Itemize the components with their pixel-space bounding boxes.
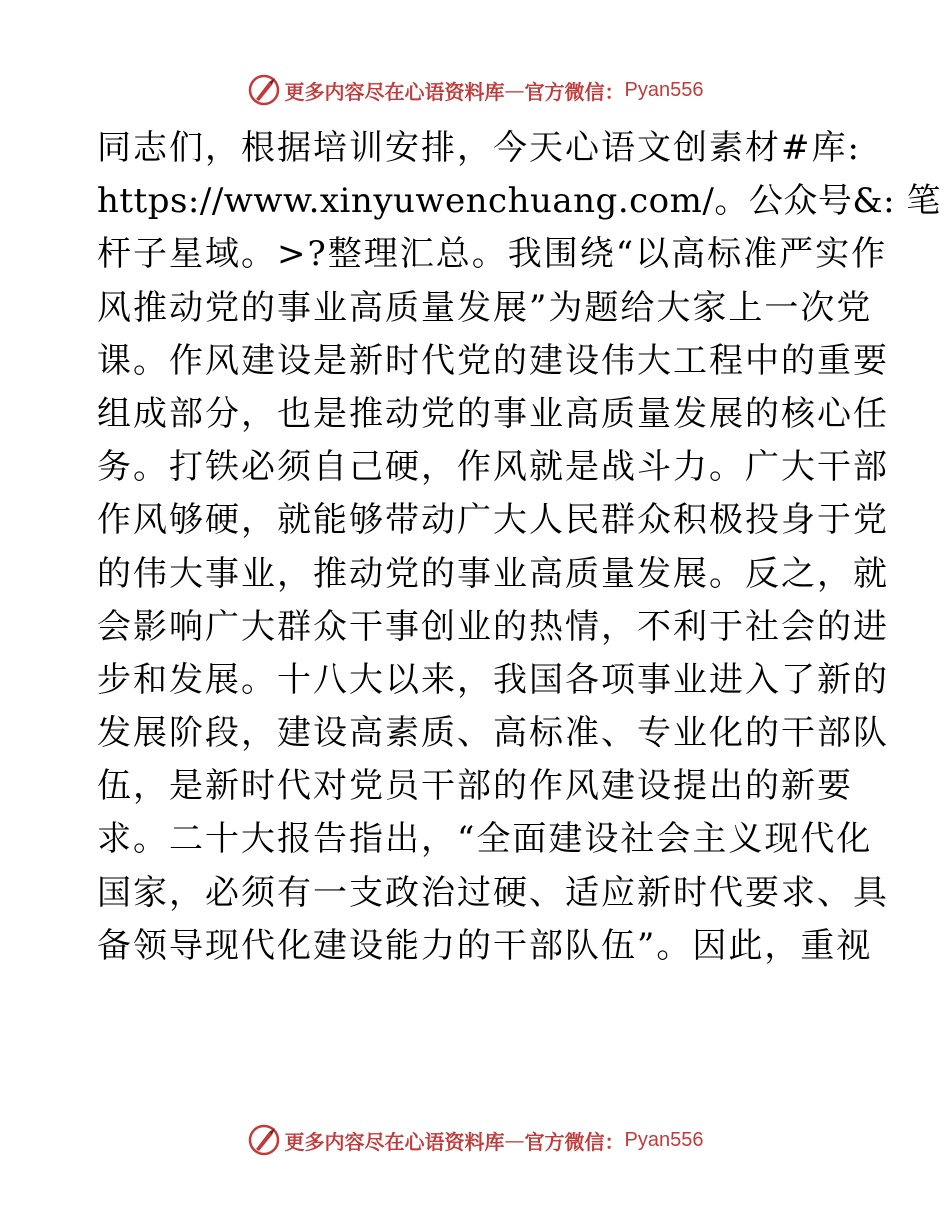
banner-separator: — xyxy=(504,78,525,102)
body-line: 会影响广大群众干事创业的热情，不利于社会的进 xyxy=(97,606,889,647)
body-line: 杆子星域。>?整理汇总。我围绕“以高标准严实作 xyxy=(97,234,888,275)
banner-wechat-label: 官方微信： xyxy=(524,79,625,104)
footer-banner xyxy=(0,1120,950,1160)
body-line: 务。打铁必须自己硬，作风就是战斗力。广大干部 xyxy=(97,447,889,488)
body-line: 备领导现代化建设能力的干部队伍”。因此，重视 xyxy=(97,925,873,966)
body-line: 风推动党的事业高质量发展”为题给大家上一次党 xyxy=(97,287,873,328)
banner-wechat-id: Pyan556 xyxy=(624,1128,704,1151)
body-line: 发展阶段，建设高素质、高标准、专业化的干部队 xyxy=(97,713,889,754)
quill-in-circle-icon xyxy=(247,1123,281,1157)
header-banner xyxy=(0,70,950,110)
body-line: 国家，必须有一支政治过硬、适应新时代要求、具 xyxy=(97,872,889,913)
body-line: 作风够硬，就能够带动广大人民群众积极投身于党 xyxy=(97,500,889,541)
body-line: 组成部分，也是推动党的事业高质量发展的核心任 xyxy=(97,393,889,434)
body-line: 同志们，根据培训安排，今天心语文创素材#库: xyxy=(97,128,861,168)
quill-in-circle-icon xyxy=(247,73,281,107)
banner-wechat-label: 官方微信： xyxy=(524,1129,625,1154)
body-line: 课。作风建设是新时代党的建设伟大工程中的重要 xyxy=(97,340,889,381)
body-line: 步和发展。十八大以来，我国各项事业进入了新的 xyxy=(97,659,889,700)
banner-separator: — xyxy=(504,1128,525,1152)
banner-wechat-id: Pyan556 xyxy=(624,78,704,101)
body-line: 的伟大事业，推动党的事业高质量发展。反之，就 xyxy=(97,553,889,594)
body-line: 伍，是新时代对党员干部的作风建设提出的新要 xyxy=(97,766,853,807)
body-line: https://www.xinyuwenchuang.com/。公众号&: 笔 xyxy=(97,181,941,222)
document-body xyxy=(97,122,941,973)
banner-title: 更多内容尽在心语资料库 xyxy=(284,79,505,104)
banner-title: 更多内容尽在心语资料库 xyxy=(284,1129,505,1154)
body-line: 求。二十大报告指出，“全面建设社会主义现代化 xyxy=(97,819,873,860)
